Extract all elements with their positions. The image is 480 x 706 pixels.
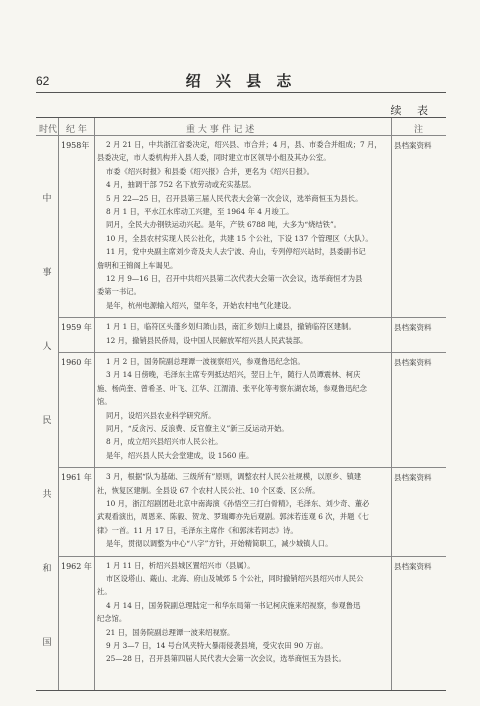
note-cell: 县档案资料 [394,323,432,333]
year-cell: 1959 年 [61,323,92,333]
event-line: 11 月，党中央副主席刘少奇及夫人去宁波、舟山，专列停绍兴站时，县委副书记 [106,247,366,257]
event-line: 社，恢复区建制。全县设 67 个农村人民公社、10 个区委、区公所。 [97,485,320,495]
events-cell [97,355,389,462]
event-line: 纪念馆。 [97,614,127,624]
event-line: 1 月 11 日，析绍兴县城区置绍兴市（县属）。 [106,560,255,570]
event-line: 1 月 1 日，临符区头蓬乡划归萧山县，南汇乡划归上虞县，撤销临符区建制。 [106,322,356,332]
era-character: 事 [42,267,52,278]
event-line: 县委决定，市人委机构并入县人委，同时建立市区领导小组及其办公室。 [97,153,331,163]
chronicle-table [36,117,446,691]
column-header-era: 时代 [39,125,58,135]
era-character: 和 [42,563,52,574]
year-cell: 1962 年 [61,561,92,571]
column-divider-era [58,118,59,690]
event-line: 武观看演出，周恩来、陈毅、贺龙、罗瑞卿亦先后观剧。郭沫若连观 6 次，并题《七 [97,512,369,522]
events-cell [97,320,389,347]
event-line: 市委《绍兴时报》和县委《绍兴报》合并，更名为《绍兴日报》。 [106,166,314,176]
event-line: 25—28 日，召开县第四届人民代表大会第一次会议，选举商恒玉为县长。 [106,654,346,664]
event-line: 21 日，国务院副总理谭一波来绍视察。 [106,627,235,637]
era-character: 人 [42,341,52,352]
event-line: 社。 [97,587,112,597]
event-line: 同月，“反贪污、反浪费、反官僚主义”新三反运动开始。 [106,424,289,434]
event-line: 8 月，成立绍兴县绍兴市人民公社。 [106,437,223,447]
event-line: 12 月，撤销县民侨局，设中国人民解放军绍兴县人民武装部。 [106,335,308,345]
event-line: 9 月 3—7 日，14 号台风夹特大暴雨侵袭县境，受灾农田 90 万亩。 [106,641,328,651]
event-line: 施、杨尚奎、曾希圣、叶飞、江华、江渭清、张平化等考察东湖农场，参观鲁迅纪念 [97,383,367,393]
event-line: 10 月，全县农村实现人民公社化，共建 15 个公社，下设 137 个管理区（大队）。 [106,233,373,243]
column-header-events: 重 大 事 件 记 述 [186,125,255,135]
events-cell [97,470,389,550]
row-divider [58,467,446,468]
event-line: 10 月，浙江绍剧团赴北京中南海演《孙悟空三打白骨精》，毛泽东、刘少奇、董必 [106,499,370,508]
event-line: 市区设塔山、蕺山、北海、府山及城郊 5 个公社，同时撤销绍兴县绍兴市人民公 [106,574,364,583]
event-line: 4 月 14 日，国务院副总理陆定一和华东局第一书记柯庆施来绍视察，参观鲁迅 [106,600,361,610]
book-title: 绍 兴 县 志 [185,72,297,90]
event-line: 是年，杭州电源输入绍兴，望年冬，开始农村电气化建设。 [106,300,296,310]
event-line: 馆。 [97,397,112,407]
year-cell: 1958年 [61,141,90,150]
event-line: 12 月 9—16 日，召开中共绍兴县第二次代表大会第一次会议，选举商恒才为县 [106,274,363,284]
era-character: 共 [42,489,52,500]
events-cell [97,559,389,666]
column-header-year: 纪 年 [66,125,87,135]
continued-label: 续 表 [390,104,434,117]
event-line: 5 月 22—25 日，召开县第三届人民代表大会第一次会议，选举商恒玉为县长。 [106,193,363,203]
event-line: 1 月 2 日，国务院副总理谭一波视察绍兴，参观鲁迅纪念馆。 [106,357,305,366]
event-line: 是年，贯彻以调整为中心“八字”方针，开始精简职工，减少城镇人口。 [106,539,333,549]
event-line: 3 月，根据“队为基础、三级所有”原则，调整农村人民公社规模，以原乡、镇建 [106,472,362,482]
row-divider [58,352,446,353]
note-cell: 县档案资料 [394,561,432,571]
event-line: 詹明和王锦阁上车谒见。 [97,260,178,270]
era-character: 民 [42,415,52,426]
row-divider [58,556,446,557]
event-line: 是年，绍兴县人民大会堂建成，设 1560 座。 [106,450,254,460]
event-line: 同月，全民大办钢铁运动兴起。是年，产铁 6788 吨，大多为“烧结铁”。 [106,220,341,230]
event-line: 同月，设绍兴县农业科学研究所。 [106,410,216,420]
era-character: 中 [42,193,52,204]
row-divider [58,317,446,318]
event-line: 律》一首。11 月 17 日，毛泽东主席作《和郭沫若同志》诗。 [97,525,298,535]
year-cell: 1961 年 [61,473,92,483]
events-cell [97,138,389,312]
note-cell: 县档案资料 [394,473,432,483]
event-line: 3 月 14 日傍晚，毛泽东主席专列抵达绍兴，翌日上午，随行人员谭震林、柯庆 [106,370,361,380]
column-header-note: 注 [414,125,424,135]
year-cell: 1960 年 [61,358,92,367]
column-divider-events [391,118,392,690]
event-line: 2 月 21 日，中共浙江省委决定，绍兴县、市合并；4 月，县、市委合并组成；7 月， [106,140,382,149]
era-character: 国 [42,637,52,648]
page-number: 62 [36,74,50,88]
event-line: 8 月 1 日，平水江水库动工兴建，至 1964 年 4 月竣工。 [106,207,294,217]
event-line: 委第一书记。 [97,287,141,297]
note-cell: 县档案资料 [394,141,432,150]
page-header [36,70,446,93]
column-divider-year [94,118,95,690]
note-cell: 县档案资料 [394,358,432,367]
table-header-row [36,118,446,136]
event-line: 4 月，抽调干部 752 名下放劳动或充实基层。 [106,180,256,190]
